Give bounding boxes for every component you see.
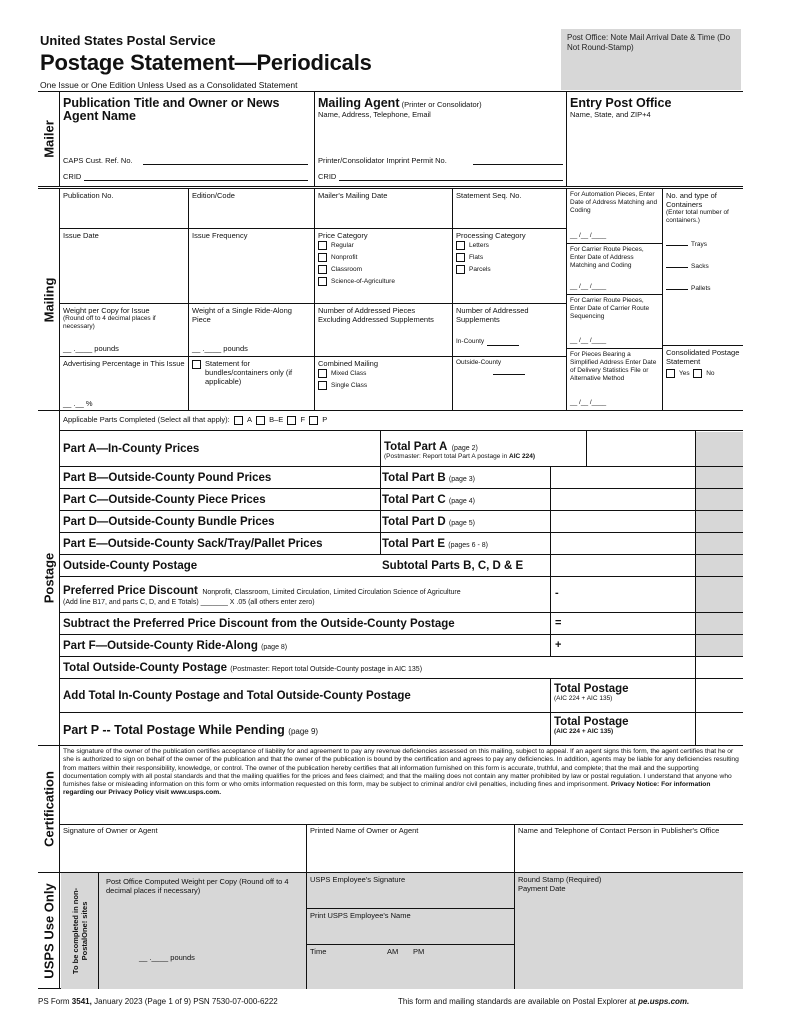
cr-sequencing-date-field[interactable]: For Carrier Route Pieces, Enter Date of Carrier Route Sequencing __ /__ /____ bbox=[567, 295, 663, 349]
part-p-row: Part P -- Total Postage While Pending (page 9) Total Postage (AIC 224 + AIC 135) bbox=[60, 713, 743, 746]
total-part-a-input[interactable] bbox=[587, 431, 695, 466]
subtotal-input[interactable] bbox=[551, 555, 695, 576]
price-nonprofit-option[interactable]: Nonprofit bbox=[318, 252, 449, 264]
mixed-class-option[interactable]: Mixed Class bbox=[318, 368, 449, 380]
issue-frequency-field[interactable]: Issue Frequency bbox=[189, 229, 315, 304]
cr-matching-date-field[interactable]: For Carrier Route Pieces, Enter Date of Address Matching and Coding __ /__ /____ bbox=[567, 244, 663, 295]
part-f-row: Part F—Outside-County Ride-Along (page 8) + bbox=[60, 635, 743, 657]
imprint-permit-label: Printer/Consolidator Imprint Permit No. bbox=[318, 156, 447, 165]
usps-side-label: USPS Use Only bbox=[38, 873, 60, 988]
employee-name-field[interactable]: Print USPS Employee's Name bbox=[307, 909, 515, 945]
agent-crid-label: CRID bbox=[318, 172, 337, 181]
outside-county-label: Outside-County bbox=[456, 359, 502, 366]
publication-title-field[interactable] bbox=[60, 92, 315, 187]
total-part-b-input[interactable] bbox=[551, 467, 695, 488]
weight-per-copy-field[interactable]: Weight per Copy for Issue (Round off to 4 decimal places if necessary) __ .____ pounds bbox=[60, 304, 189, 357]
postal-explorer-note: This form and mailing standards are available on Postal Explorer at pe.usps.com. bbox=[398, 997, 690, 1006]
total-part-a-label: Total Part A bbox=[384, 441, 448, 453]
mailing-date-field[interactable]: Mailer's Mailing Date bbox=[315, 189, 453, 229]
mailing-agent-sub: Name, Address, Telephone, Email bbox=[318, 110, 431, 119]
auto-date-field[interactable]: For Automation Pieces, Enter Date of Address Matching and Coding __ /__ /____ bbox=[567, 189, 663, 244]
ride-along-weight-field[interactable]: Weight of a Single Ride-Along Piece __ .____ pounds bbox=[189, 304, 315, 357]
printed-name-field[interactable]: Printed Name of Owner or Agent bbox=[307, 824, 515, 873]
consolidated-field: Consolidated Postage Statement Yes No bbox=[666, 348, 740, 377]
time-field[interactable]: Time AM PM bbox=[307, 945, 515, 989]
total-postage-input[interactable] bbox=[696, 679, 743, 712]
usps-use-section bbox=[38, 872, 743, 989]
total-outside-county-row: Total Outside-County Postage (Postmaster: Report total Outside-County postage in AIC 135) bbox=[60, 657, 743, 679]
applicable-parts-row: Applicable Parts Completed (Select all that apply): A B–E F P bbox=[60, 411, 743, 431]
pending-postage-input[interactable] bbox=[696, 713, 743, 746]
simplified-address-date-field[interactable]: For Pieces Bearing a Simplified Address Enter Date of Delivery Statistics File or Alternative Method __ /__ /____ bbox=[567, 349, 663, 411]
num-pieces-field[interactable]: Number of Addressed Pieces Excluding Addressed Supplements bbox=[315, 304, 453, 357]
statement-seq-field[interactable]: Statement Seq. No. bbox=[453, 189, 567, 229]
bundles-checkbox-field[interactable]: Statement for bundles/containers only (if applicable) bbox=[189, 357, 315, 411]
postage-section bbox=[38, 410, 743, 745]
part-e-row: Part E—Outside-County Sack/Tray/Pallet Prices Total Part E (pages 6 - 8) bbox=[60, 533, 743, 555]
part-a-row: Part A—In-County Prices Total Part A (page 2) (Postmaster: Report total Part A postage in AIC 224) bbox=[60, 431, 743, 467]
proc-letters-option[interactable]: Letters bbox=[456, 240, 563, 252]
part-a-checkbox[interactable]: A bbox=[234, 415, 252, 424]
part-a-label: Part A—In-County Prices bbox=[63, 442, 200, 455]
contact-person-field[interactable]: Name and Telephone of Contact Person in Publisher's Office bbox=[518, 826, 720, 835]
postage-side-label: Postage bbox=[38, 411, 60, 745]
price-regular-option[interactable]: Regular bbox=[318, 240, 449, 252]
entry-post-office-sub: Name, State, and ZIP+4 bbox=[570, 110, 651, 119]
certification-side-label: Certification bbox=[38, 746, 60, 872]
am-label[interactable]: AM bbox=[387, 947, 399, 956]
outside-county-field[interactable] bbox=[453, 357, 567, 411]
pm-label[interactable]: PM bbox=[413, 947, 425, 956]
crid-label: CRID bbox=[63, 172, 82, 181]
consolidated-no-option[interactable]: No bbox=[693, 370, 714, 377]
postal-explorer-link[interactable]: pe.usps.com. bbox=[638, 997, 690, 1006]
agency-name: United States Postal Service bbox=[40, 33, 216, 48]
add-total-row: Add Total In-County Postage and Total Outside-County Postage Total Postage (AIC 224 + AIC 135) bbox=[60, 679, 743, 713]
part-b-row: Part B—Outside-County Pound Prices Total Part B (page 3) bbox=[60, 467, 743, 489]
mailing-section bbox=[38, 188, 743, 410]
outside-county-row: Outside-County Postage Subtotal Parts B, C, D & E bbox=[60, 555, 743, 577]
price-category-field: Price Category Regular Nonprofit Classroom Science-of-Agriculture bbox=[315, 229, 453, 304]
part-d-row: Part D—Outside-County Bundle Prices Total Part D (page 5) bbox=[60, 511, 743, 533]
ride-along-mask: __ .____ pounds bbox=[192, 344, 248, 353]
discount-input[interactable]: - bbox=[555, 587, 559, 599]
form-subtitle: One Issue or One Edition Unless Used as a Consolidated Statement bbox=[40, 80, 298, 90]
part-f-input[interactable]: + bbox=[555, 639, 562, 651]
entry-post-office-field[interactable] bbox=[567, 92, 743, 187]
post-office-stamp-box: Post Office: Note Mail Arrival Date & Time (Do Not Round-Stamp) bbox=[561, 29, 741, 90]
form-number: PS Form 3541, January 2023 (Page 1 of 9) PSN 7530-07-000-6222 bbox=[38, 997, 278, 1006]
subtract-input[interactable]: = bbox=[555, 617, 562, 629]
mailing-agent-field[interactable] bbox=[315, 92, 567, 187]
total-part-d-input[interactable] bbox=[551, 511, 695, 532]
mailer-side-label: Mailer bbox=[38, 92, 60, 186]
preferred-discount-row: Preferred Price Discount Nonprofit, Classroom, Limited Circulation, Limited Circulation Science of Agriculture (Add line B17, and parts C, D, and E Totals) _______ X .05 (all others enter zero) - bbox=[60, 577, 743, 613]
owner-signature-field[interactable]: Signature of Owner or Agent bbox=[60, 824, 307, 873]
containers-field: No. and type of Containers (Enter total number of containers.) Trays Sacks Pallets bbox=[663, 189, 743, 346]
subtract-row: Subtract the Preferred Price Discount from the Outside-County Postage = bbox=[60, 613, 743, 635]
entry-post-office-label: Entry Post Office bbox=[570, 96, 672, 110]
mailer-section bbox=[38, 91, 743, 187]
edition-code-field[interactable]: Edition/Code bbox=[189, 189, 315, 229]
round-stamp-field[interactable]: Round Stamp (Required) Payment Date bbox=[518, 875, 602, 893]
caps-ref-label: CAPS Cust. Ref. No. bbox=[63, 156, 133, 165]
in-county-label: In-County bbox=[456, 338, 485, 345]
mailing-side-label: Mailing bbox=[38, 189, 60, 410]
proc-flats-option[interactable]: Flats bbox=[456, 252, 563, 264]
pallets-field[interactable]: Pallets bbox=[666, 285, 711, 293]
issue-date-field[interactable]: Issue Date bbox=[60, 229, 189, 304]
mailing-agent-label: Mailing Agent bbox=[318, 96, 400, 110]
advertising-pct-field[interactable]: Advertising Percentage in This Issue __ .__ % bbox=[60, 357, 189, 411]
part-be-checkbox[interactable]: B–E bbox=[256, 415, 283, 424]
advertising-pct-mask: __ .__ % bbox=[63, 399, 93, 408]
part-c-row: Part C—Outside-County Piece Prices Total Part C (page 4) bbox=[60, 489, 743, 511]
part-f-checkbox[interactable]: F bbox=[287, 415, 305, 424]
certification-section bbox=[38, 745, 743, 872]
weight-copy-mask: __ .____ pounds bbox=[63, 344, 119, 353]
form-title: Postage Statement—Periodicals bbox=[40, 50, 372, 75]
consolidated-yes-option[interactable]: Yes bbox=[666, 370, 690, 377]
employee-signature-field[interactable]: USPS Employee's Signature bbox=[307, 873, 515, 909]
total-part-e-input[interactable] bbox=[551, 533, 695, 554]
single-class-option[interactable]: Single Class bbox=[318, 380, 449, 392]
processing-category-field: Processing Category Letters Flats Parcels bbox=[453, 229, 567, 304]
certification-text: The signature of the owner of the publication certifies acceptance of liability for and agreement to pay any revenue deficiencies assessed on this mailing, subject to appeal. If an agent signs this form, the agent certifies that he or she is authorized to sign on behalf of the owner of the publication and that the owner of the publication is bound by the certification and agrees to pay any deficiencies. In addition, agents may be liable for any deficiencies resulting from matters within their responsibility, knowledge, or control. The owner of the publication hereby certifies that all information furnished on this form is accurate, truthful, and complete; that the mail and the supporting documentation comply with all postal standards and that the mailing qualifies for the prices and fees claimed; and that the mailing does not contain any matter prohibited by law or postal regulation. I understand that anyone who furnishes false or misleading information on this form or who omits information requested on this form, may be subject to criminal and/or civil penalties, including fines and imprisonment. Privacy Notice: For information regarding our Privacy Policy visit www.usps.com. bbox=[63, 748, 739, 797]
publication-no-field[interactable]: Publication No. bbox=[60, 189, 189, 229]
total-part-c-input[interactable] bbox=[551, 489, 695, 510]
non-postalone-label: To be completed in non-PostalOne! sites bbox=[61, 873, 99, 989]
price-classroom-option[interactable]: Classroom bbox=[318, 264, 449, 276]
price-science-option[interactable]: Science-of-Agriculture bbox=[318, 276, 449, 288]
publication-title-label: Publication Title and Owner or News Agent Name bbox=[63, 96, 280, 123]
mailing-agent-note: (Printer or Consolidator) bbox=[401, 100, 482, 109]
num-supplements-field[interactable]: Number of Addressed Supplements In-County bbox=[453, 304, 567, 357]
trays-field[interactable]: Trays bbox=[666, 241, 707, 249]
part-p-checkbox[interactable]: P bbox=[309, 415, 327, 424]
combined-mailing-field: Combined Mailing Mixed Class Single Class bbox=[315, 357, 453, 411]
proc-parcels-option[interactable]: Parcels bbox=[456, 264, 563, 276]
computed-weight-field[interactable]: Post Office Computed Weight per Copy (Round off to 4 decimal places if necessary) __ .____ pounds bbox=[99, 873, 307, 989]
sacks-field[interactable]: Sacks bbox=[666, 263, 709, 271]
